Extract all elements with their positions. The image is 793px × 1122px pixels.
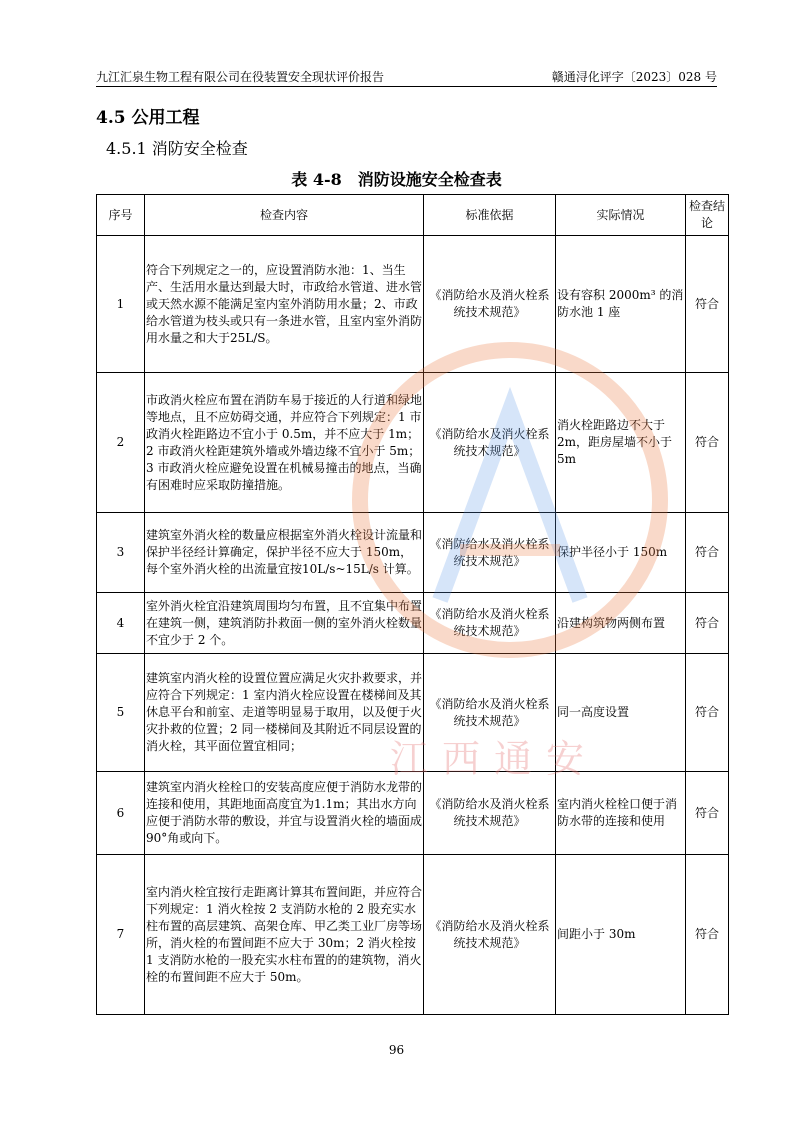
check-result: 符合 [686, 513, 729, 593]
table-row [97, 593, 729, 654]
row-number: 4 [97, 593, 145, 654]
header-report-number: 赣通浔化评字〔2023〕028 号 [551, 70, 717, 84]
check-content: 室外消火栓宜沿建筑周围均匀布置，且不宜集中布置在建筑一侧，建筑消防扑救面一侧的室外消火栓数量不宜少于 2 个。 [145, 593, 424, 654]
check-result: 符合 [686, 373, 729, 513]
actual-situation: 沿建构筑物两侧布置 [556, 593, 686, 654]
standard-basis: 《消防给水及消火栓系统技术规范》 [424, 772, 556, 855]
watermark-text: 江西通安 [390, 737, 599, 781]
check-result: 符合 [686, 855, 729, 1015]
check-result: 符合 [686, 593, 729, 654]
actual-situation: 设有容积 2000m³ 的消防水池 1 座 [556, 236, 686, 373]
standard-basis: 《消防给水及消火栓系统技术规范》 [424, 236, 556, 373]
standard-basis: 《消防给水及消火栓系统技术规范》 [424, 513, 556, 593]
header-left-text: 九江汇泉生物工程有限公司在役装置安全现状评价报告 [96, 70, 385, 84]
check-result: 符合 [686, 236, 729, 373]
table-row [97, 236, 729, 373]
check-content: 室内消火栓宜按行走距离计算其布置间距，并应符合下列规定：1 消火栓按 2 支消防水枪的 2 股充实水柱布置的高层建筑、高架仓库、甲乙类工业厂房等场所，消火栓的布置间距不应大于 30m；2 消火栓按 1 支消防水枪的一股充实水柱布置的的建筑物，消火栓的布置间距不应大于 50m。 [145, 855, 424, 1015]
row-number: 6 [97, 772, 145, 855]
check-result: 符合 [686, 654, 729, 772]
table-row [97, 855, 729, 1015]
header-cell-basis: 标准依据 [424, 195, 556, 236]
table-header-row [97, 195, 729, 236]
page-header [96, 68, 717, 87]
row-number: 2 [97, 373, 145, 513]
actual-situation: 间距小于 30m [556, 855, 686, 1015]
header-cell-no: 序号 [97, 195, 145, 236]
check-content: 建筑室内消火栓的设置位置应满足火灾扑救要求，并应符合下列规定：1 室内消火栓应设置在楼梯间及其休息平台和前室、走道等明显易于取用，以及便于火灾扑救的位置；2 同一楼梯间及其附近不同层设置的消火栓，其平面位置宜相同； [145, 654, 424, 772]
table-row [97, 513, 729, 593]
actual-situation: 室内消火栓栓口便于消防水带的连接和使用 [556, 772, 686, 855]
check-content: 建筑室内消火栓栓口的安装高度应便于消防水龙带的连接和使用，其距地面高度宜为1.1m；其出水方向应便于消防水带的敷设，并宜与设置消火栓的墙面成 90°角或向下。 [145, 772, 424, 855]
standard-basis: 《消防给水及消火栓系统技术规范》 [424, 855, 556, 1015]
table-title: 表 4-8 消防设施安全检查表 [291, 170, 502, 189]
check-content: 建筑室外消火栓的数量应根据室外消火栓设计流量和保护半径经计算确定，保护半径不应大于 150m，每个室外消火栓的出流量宜按10L/s~15L/s 计算。 [145, 513, 424, 593]
row-number: 3 [97, 513, 145, 593]
header-cell-content: 检查内容 [145, 195, 424, 236]
standard-basis: 《消防给水及消火栓系统技术规范》 [424, 654, 556, 772]
subsection-title: 4.5.1 消防安全检查 [106, 139, 248, 158]
check-result: 符合 [686, 772, 729, 855]
actual-situation: 消火栓距路边不大于 2m，距房屋墙不小于 5m [556, 373, 686, 513]
header-cell-result: 检查结论 [686, 195, 729, 236]
table-row [97, 654, 729, 772]
page-number: 96 [388, 1043, 405, 1057]
standard-basis: 《消防给水及消火栓系统技术规范》 [424, 373, 556, 513]
table-row [97, 373, 729, 513]
header-cell-actual: 实际情况 [556, 195, 686, 236]
check-content: 符合下列规定之一的，应设置消防水池：1、当生产、生活用水量达到最大时，市政给水管道、进水管或天然水源不能满足室内室外消防用水量；2、市政给水管道为枝头或只有一条进水管，且室内室外消防用水量之和大于25L/S。 [145, 236, 424, 373]
standard-basis: 《消防给水及消火栓系统技术规范》 [424, 593, 556, 654]
row-number: 1 [97, 236, 145, 373]
row-number: 5 [97, 654, 145, 772]
check-content: 市政消火栓应布置在消防车易于接近的人行道和绿地等地点，且不应妨碍交通，并应符合下列规定：1 市政消火栓距路边不宜小于 0.5m，并不应大于 1m；2 市政消火栓距建筑外墙或外墙边缘不宜小于 5m；3 市政消火栓应避免设置在机械易撞击的地点，当确有困难时应采取防撞措施。 [145, 373, 424, 513]
table-row [97, 772, 729, 855]
section-title: 4.5 公用工程 [96, 108, 200, 128]
actual-situation: 保护半径小于 150m [556, 513, 686, 593]
actual-situation: 同一高度设置 [556, 654, 686, 772]
fire-safety-checklist-table [96, 194, 729, 1015]
row-number: 7 [97, 855, 145, 1015]
